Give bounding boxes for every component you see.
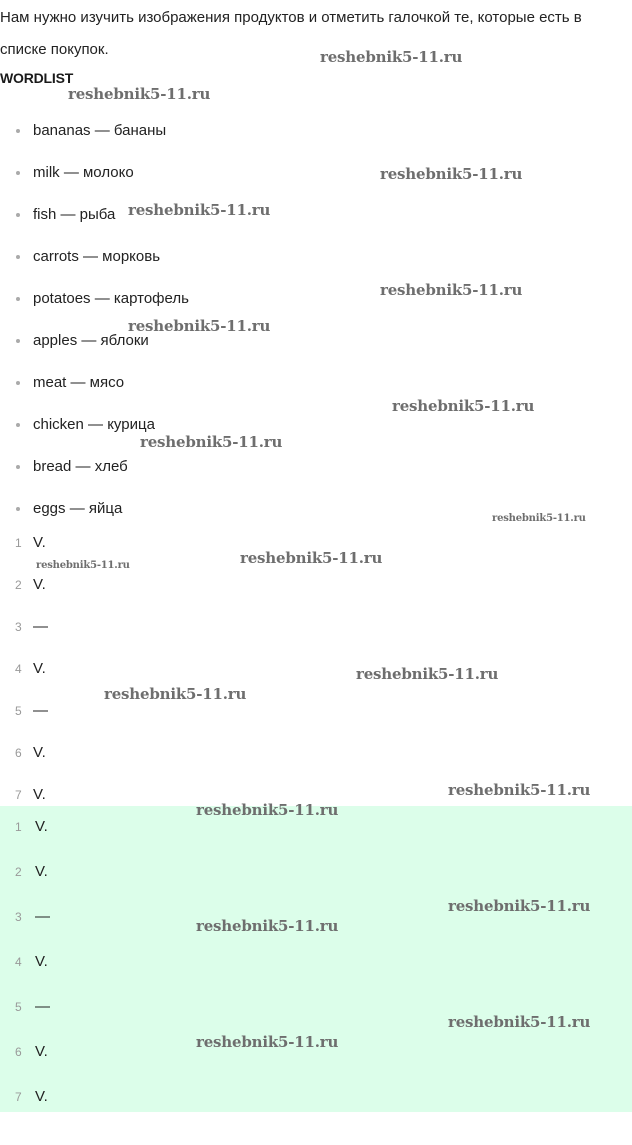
list-item (0, 278, 189, 320)
answer-row (0, 732, 632, 774)
watermark: reshebnik5-11.ru (128, 201, 271, 219)
watermark: reshebnik5-11.ru (240, 549, 383, 567)
list-item-label: carrots — морковь (33, 248, 161, 265)
watermark: reshebnik5-11.ru (196, 801, 339, 819)
bullet-icon (16, 507, 20, 511)
wordlist-title: WORDLIST (0, 70, 74, 86)
list-item (0, 404, 189, 446)
answer-mark: — (33, 702, 48, 719)
answer-row (0, 943, 632, 988)
bullet-icon (16, 129, 20, 133)
bullet-icon (16, 171, 20, 175)
answer-mark: V. (33, 744, 46, 761)
answer-row (0, 564, 632, 606)
answer-row (0, 808, 632, 853)
watermark: reshebnik5-11.ru (448, 897, 591, 915)
answer-mark: V. (35, 953, 48, 970)
answer-list (0, 522, 632, 816)
answer-number: 4 (15, 662, 22, 676)
list-item-label: apples — яблоки (33, 332, 149, 349)
answer-mark: — (35, 998, 50, 1015)
watermark: reshebnik5-11.ru (140, 433, 283, 451)
answer-row (0, 988, 632, 1033)
answer-row (0, 898, 632, 943)
answer-number: 6 (15, 1045, 22, 1059)
answer-number: 7 (15, 1090, 22, 1104)
bullet-icon (16, 339, 20, 343)
answer-row (0, 1033, 632, 1078)
list-item-label: meat — мясо (33, 374, 125, 391)
answer-number: 1 (15, 536, 22, 550)
watermark: reshebnik5-11.ru (320, 48, 463, 66)
watermark: reshebnik5-11.ru (196, 917, 339, 935)
answer-mark: — (35, 908, 50, 925)
list-item (0, 236, 189, 278)
answer-row (0, 853, 632, 898)
list-item (0, 152, 189, 194)
answer-mark: V. (35, 863, 48, 880)
list-item (0, 194, 189, 236)
watermark: reshebnik5-11.ru (196, 1033, 339, 1051)
answer-mark: V. (33, 786, 46, 803)
list-item (0, 110, 189, 152)
answer-row (0, 522, 632, 564)
answer-row (0, 1078, 632, 1123)
list-item-label: bread — хлеб (33, 458, 128, 475)
watermark: reshebnik5-11.ru (380, 165, 523, 183)
answer-mark: V. (35, 1088, 48, 1105)
list-item-label: milk — молоко (33, 164, 134, 181)
answer-mark: V. (33, 534, 46, 551)
watermark: reshebnik5-11.ru (128, 317, 271, 335)
answer-list-highlighted (0, 806, 632, 1112)
list-item-label: potatoes — картофель (33, 290, 189, 307)
answer-number: 6 (15, 746, 22, 760)
answer-mark: V. (33, 576, 46, 593)
watermark: reshebnik5-11.ru (68, 85, 211, 103)
watermark: reshebnik5-11.ru (36, 560, 130, 571)
bullet-icon (16, 465, 20, 469)
answer-row (0, 648, 632, 690)
watermark: reshebnik5-11.ru (448, 781, 591, 799)
bullet-icon (16, 213, 20, 217)
watermark: reshebnik5-11.ru (392, 397, 535, 415)
list-item (0, 362, 189, 404)
bullet-icon (16, 255, 20, 259)
answer-row (0, 690, 632, 732)
answer-number: 5 (15, 1000, 22, 1014)
answer-mark: V. (35, 1043, 48, 1060)
list-item (0, 320, 189, 362)
answer-number: 2 (15, 865, 22, 879)
watermark: reshebnik5-11.ru (448, 1013, 591, 1031)
answer-number: 3 (15, 910, 22, 924)
wordlist (0, 110, 189, 530)
answer-number: 2 (15, 578, 22, 592)
list-item-label: bananas — бананы (33, 122, 167, 139)
bullet-icon (16, 423, 20, 427)
answer-number: 3 (15, 620, 22, 634)
answer-number: 4 (15, 955, 22, 969)
list-item-label: fish — рыба (33, 206, 116, 223)
intro-text: Нам нужно изучить изображения продуктов и отметить галочкой те, которые есть в списке покупок. (0, 9, 582, 58)
answer-row (0, 606, 632, 648)
answer-number: 1 (15, 820, 22, 834)
list-item-label: eggs — яйца (33, 500, 123, 517)
answer-number: 7 (15, 788, 22, 802)
watermark: reshebnik5-11.ru (380, 281, 523, 299)
answer-mark: — (33, 618, 48, 635)
answer-mark: V. (33, 660, 46, 677)
bullet-icon (16, 381, 20, 385)
watermark: reshebnik5-11.ru (492, 513, 586, 524)
bullet-icon (16, 297, 20, 301)
answer-number: 5 (15, 704, 22, 718)
list-item (0, 446, 189, 488)
watermark: reshebnik5-11.ru (104, 685, 247, 703)
watermark: reshebnik5-11.ru (356, 665, 499, 683)
list-item-label: chicken — курица (33, 416, 155, 433)
answer-mark: V. (35, 818, 48, 835)
